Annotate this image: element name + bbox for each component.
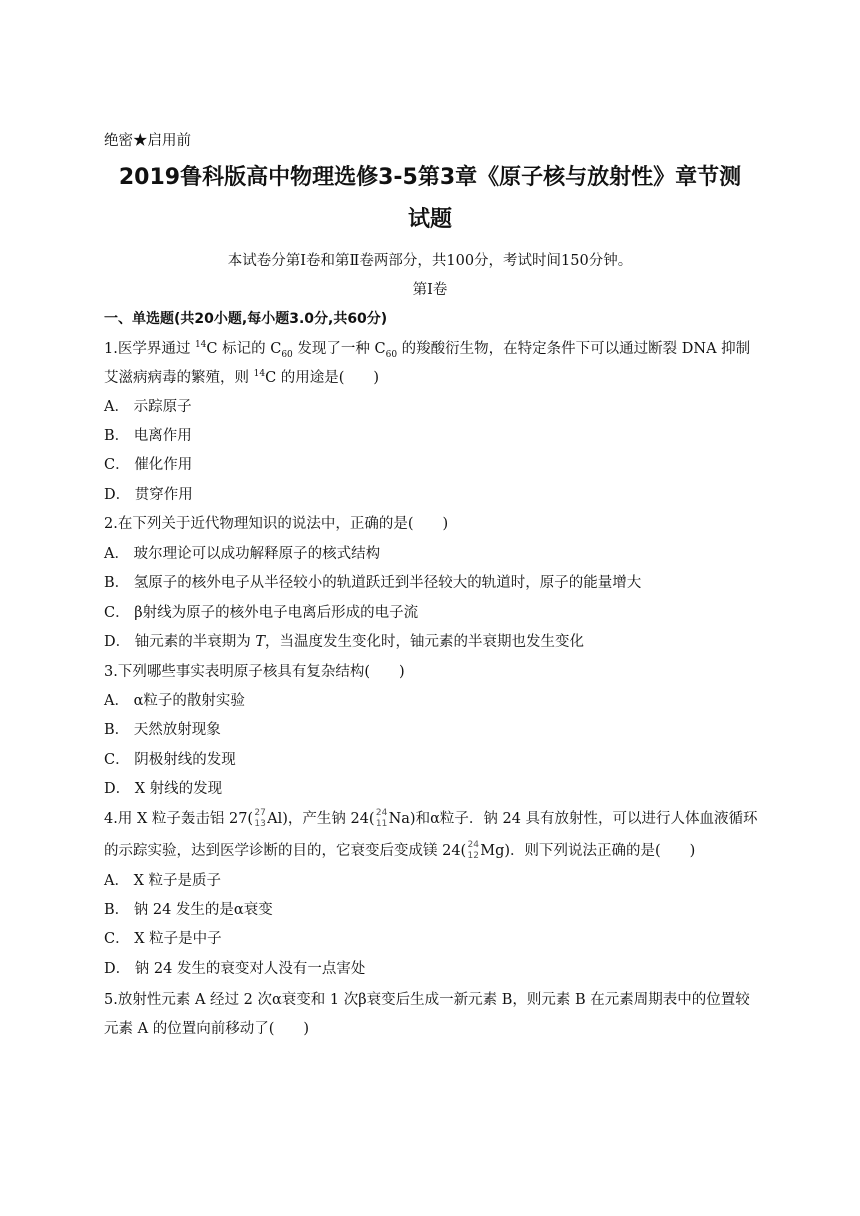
q3-option-d: D． X 射线的发现: [104, 781, 223, 797]
question-1-stem-line2: [104, 368, 379, 388]
half-life-symbol: T: [255, 634, 266, 650]
q4-text: Mg)．则下列说法正确的是( ): [480, 843, 696, 859]
q1-text: C 标记的 C: [206, 341, 282, 357]
q4-option-d: D． 钠 24 发生的衰变对人没有一点害处: [104, 961, 366, 977]
atomic-number: 11: [375, 819, 388, 829]
q4-text: Na)和α粒子．钠 24 具有放射性，可以进行人体血液循环: [388, 811, 758, 827]
q3-option-a: A． α粒子的散射实验: [104, 693, 245, 709]
question-3-stem: 3.下列哪些事实表明原子核具有复杂结构( ): [104, 664, 405, 680]
question-5-stem-line1: 5.放射性元素 A 经过 2 次α衰变和 1 次β衰变后生成一新元素 B，则元素 B 在元素周期表中的位置较: [104, 992, 750, 1008]
q1-subscript: 60: [281, 349, 293, 360]
atomic-number: 12: [467, 851, 479, 861]
page-title-line1: 2019鲁科版高中物理选修3-5第3章《原子核与放射性》章节测: [118, 165, 742, 190]
question-1-stem-line1: [104, 339, 750, 359]
question-4-stem-line1: [104, 809, 758, 829]
q4-option-c: C． X 粒子是中子: [104, 931, 222, 947]
section-heading: 一、单选题(共20小题,每小题3.0分,共60分): [104, 311, 388, 327]
q1-superscript: 14: [253, 369, 266, 380]
mass-number: 24: [467, 840, 479, 850]
mass-number: 27: [254, 808, 266, 818]
question-5-stem-line2: 元素 A 的位置向前移动了( ): [104, 1021, 310, 1037]
q2-option-d: [104, 632, 584, 652]
q4-text: 4.用 X 粒子轰击铝 27(: [104, 811, 254, 827]
q1-text: 发现了一种 C: [292, 341, 386, 357]
q1-text: 1.医学界通过: [104, 341, 195, 357]
question-4-stem-line2: [104, 841, 695, 861]
q4-option-b: B． 钠 24 发生的是α衰变: [104, 902, 273, 918]
volume-label: 第Ⅰ卷: [412, 282, 448, 298]
q4-text: 的示踪实验，达到医学诊断的目的，它衰变后变成镁 24(: [104, 843, 467, 859]
q1-text: 的羧酸衍生物，在特定条件下可以通过断裂 DNA 抑制: [397, 341, 751, 357]
nuclide-mg-notation: [467, 841, 479, 861]
q2-option-c: C． β射线为原子的核外电子电离后形成的电子流: [104, 605, 419, 621]
q2-option-a: A． 玻尔理论可以成功解释原子的核式结构: [104, 546, 381, 562]
q1-option-c: C． 催化作用: [104, 457, 193, 473]
secret-label: 绝密★启用前: [104, 133, 191, 149]
page-title-line2: 试题: [407, 207, 452, 232]
q2-option-b: B． 氢原子的核外电子从半径较小的轨道跃迁到半径较大的轨道时，原子的能量增大: [104, 575, 642, 591]
question-2-stem: 2.在下列关于近代物理知识的说法中，正确的是( ): [104, 516, 449, 532]
q1-subscript: 60: [385, 349, 398, 360]
nuclide-na-notation: [376, 809, 388, 829]
q1-text: 艾滋病病毒的繁殖，则: [104, 370, 254, 386]
q3-option-c: C． 阴极射线的发现: [104, 752, 236, 768]
q1-superscript: 14: [194, 340, 207, 351]
q2-option-d-text: ，当温度发生变化时，铀元素的半衰期也发生变化: [265, 634, 585, 650]
q1-text: C 的用途是( ): [265, 370, 380, 386]
q1-option-d: D． 贯穿作用: [104, 487, 193, 503]
mass-number: 24: [375, 808, 388, 818]
q1-option-b: B． 电离作用: [104, 428, 192, 444]
q4-text: Al)，产生钠 24(: [267, 811, 375, 827]
q4-option-a: A． X 粒子是质子: [104, 873, 222, 889]
atomic-number: 13: [254, 819, 266, 829]
q2-option-d-text: D． 铀元素的半衰期为: [104, 634, 256, 650]
q3-option-b: B． 天然放射现象: [104, 722, 221, 738]
exam-intro: 本试卷分第Ⅰ卷和第Ⅱ卷两部分，共100分，考试时间150分钟。: [227, 253, 633, 269]
q1-option-a: A． 示踪原子: [104, 399, 192, 415]
nuclide-al-notation: [254, 809, 266, 829]
